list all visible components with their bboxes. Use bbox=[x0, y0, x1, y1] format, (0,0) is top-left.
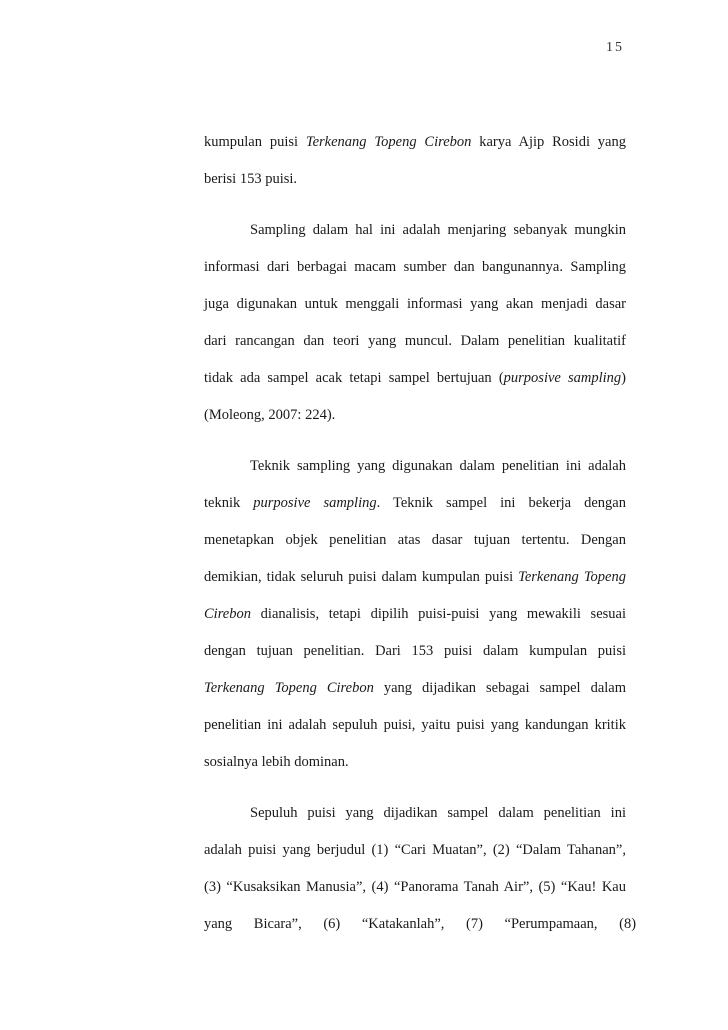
text-line: menetapkan objek penelitian atas dasar tujuan tertentu. Dengan bbox=[204, 532, 626, 548]
paragraph-start-line: Sampling dalam hal ini adalah menjaring sebanyak mungkin bbox=[250, 222, 626, 238]
text-line: yang Bicara”, (6) “Katakanlah”, (7) “Perumpamaan, (8) bbox=[204, 916, 637, 932]
paragraph-start-line: Teknik sampling yang digunakan dalam penelitian ini adalah bbox=[250, 458, 626, 474]
text-line: demikian, tidak seluruh puisi dalam kumpulan puisi Terkenang Topeng bbox=[204, 569, 626, 585]
text-line: adalah puisi yang berjudul (1) “Cari Muatan”, (2) “Dalam Tahanan”, bbox=[204, 842, 626, 858]
text-line: sosialnya lebih dominan. bbox=[204, 754, 349, 770]
text-line: tidak ada sampel acak tetapi sampel bertujuan (purposive sampling) bbox=[204, 370, 627, 386]
text-line: (3) “Kusaksikan Manusia”, (4) “Panorama Tanah Air”, (5) “Kau! Kau bbox=[204, 879, 626, 895]
text-line: informasi dari berbagai macam sumber dan bangunannya. Sampling bbox=[204, 259, 626, 275]
text-line: juga digunakan untuk menggali informasi yang akan menjadi dasar bbox=[204, 296, 626, 312]
text-line: Cirebon dianalisis, tetapi dipilih puisi-puisi yang mewakili sesuai bbox=[204, 606, 626, 622]
text-line: kumpulan puisi Terkenang Topeng Cirebon karya Ajip Rosidi yang bbox=[204, 134, 626, 150]
paragraph-start-line: Sepuluh puisi yang dijadikan sampel dalam penelitian ini bbox=[250, 805, 626, 821]
text-line: (Moleong, 2007: 224). bbox=[204, 407, 336, 423]
text-line: dengan tujuan penelitian. Dari 153 puisi dalam kumpulan puisi bbox=[204, 643, 626, 659]
text-line: Terkenang Topeng Cirebon yang dijadikan sebagai sampel dalam bbox=[204, 680, 627, 696]
text-line: berisi 153 puisi. bbox=[204, 171, 298, 187]
text-line: teknik purposive sampling. Teknik sampel ini bekerja dengan bbox=[204, 495, 626, 511]
text-line: dari rancangan dan teori yang muncul. Dalam penelitian kualitatif bbox=[204, 333, 626, 349]
text-line: penelitian ini adalah sepuluh puisi, yaitu puisi yang kandungan kritik bbox=[204, 717, 626, 733]
page-number: 15 bbox=[606, 40, 624, 55]
